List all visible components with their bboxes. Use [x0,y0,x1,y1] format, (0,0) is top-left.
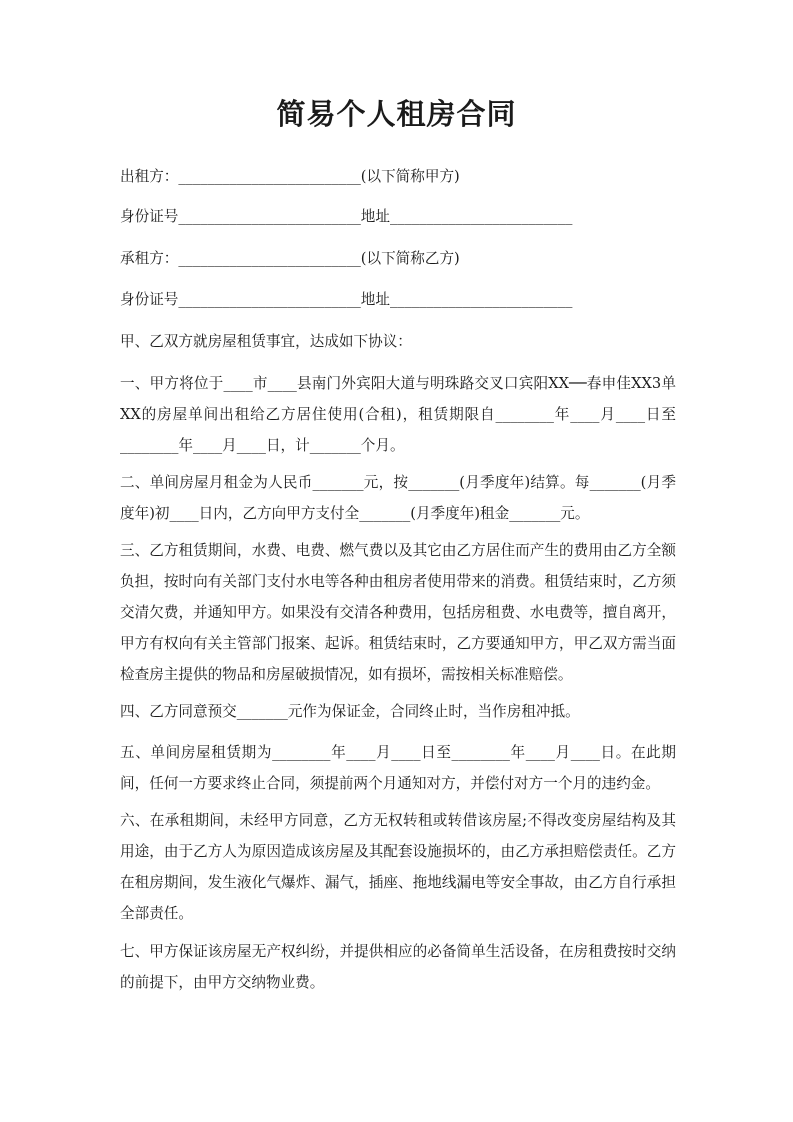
clause-6 [120,805,676,929]
clause-1 [120,368,676,461]
clause-7-text: 七、甲方保证该房屋无产权纠纷，并提供相应的必备简单生活设备，在房租费按时交纳的前提下，由甲方交纳物业费。 [120,943,676,991]
clause-1-text: 一、甲方将位于____市____县南门外宾阳大道与明珠路交叉口宾阳XX──春申佳XX3单XX的房屋单间出租给乙方居住使用(合租)，租赁期限自________年____月____日至________年____月____日，计_______个月。 [120,375,676,454]
clause-4 [120,696,676,727]
clause-3-text: 三、乙方租赁期间，水费、电费、燃气费以及其它由乙方居住而产生的费用由乙方全额负担，按时向有关部门支付水电等各种由租房者使用带来的消费。租赁结束时，乙方须交清欠费，并通知甲方。如果没有交清各种费用，包括房租费、水电费等，擅自离开，甲方有权向有关主管部门报案、起诉。租赁结束时，乙方要通知甲方，甲乙双方需当面检查房主提供的物品和房屋破损情况，如有损坏，需按相关标准赔偿。 [120,542,676,683]
clause-4-text: 四、乙方同意预交_______元作为保证金，合同终止时，当作房租冲抵。 [120,703,580,720]
clause-2 [120,467,676,529]
clause-3 [120,535,676,690]
clause-7 [120,936,676,998]
intro-paragraph: 甲、乙双方就房屋租赁事宜，达成如下协议： [120,333,412,350]
lessee-id-address-line: 身份证号_________________________地址_________________________ [120,291,573,308]
clause-5-text: 五、单间房屋租赁期为________年____月____日至________年____月____日。在此期间，任何一方要求终止合同，须提前两个月通知对方，并偿付对方一个月的违约金。 [120,744,676,792]
clause-6-text: 六、在承租期间，未经甲方同意，乙方无权转租或转借该房屋;不得改变房屋结构及其用途，由于乙方人为原因造成该房屋及其配套设施损坏的，由乙方承担赔偿责任。乙方在租房期间，发生液化气爆炸、漏气，插座、拖地线漏电等安全事故，由乙方自行承担全部责任。 [120,812,676,922]
lessee-line: 承租方：_________________________(以下简称乙方) [120,250,460,267]
clause-5 [120,737,676,799]
document-title: 简易个人租房合同 [276,97,517,131]
lessor-id-address-line: 身份证号_________________________地址_________________________ [120,208,573,225]
lessor-line: 出租方：_________________________(以下简称甲方) [120,168,460,185]
clause-2-text: 二、单间房屋月租金为人民币_______元，按_______(月季度年)结算。每_______(月季度年)初____日内，乙方向甲方支付全_______(月季度年)租金_______元。 [120,474,676,522]
